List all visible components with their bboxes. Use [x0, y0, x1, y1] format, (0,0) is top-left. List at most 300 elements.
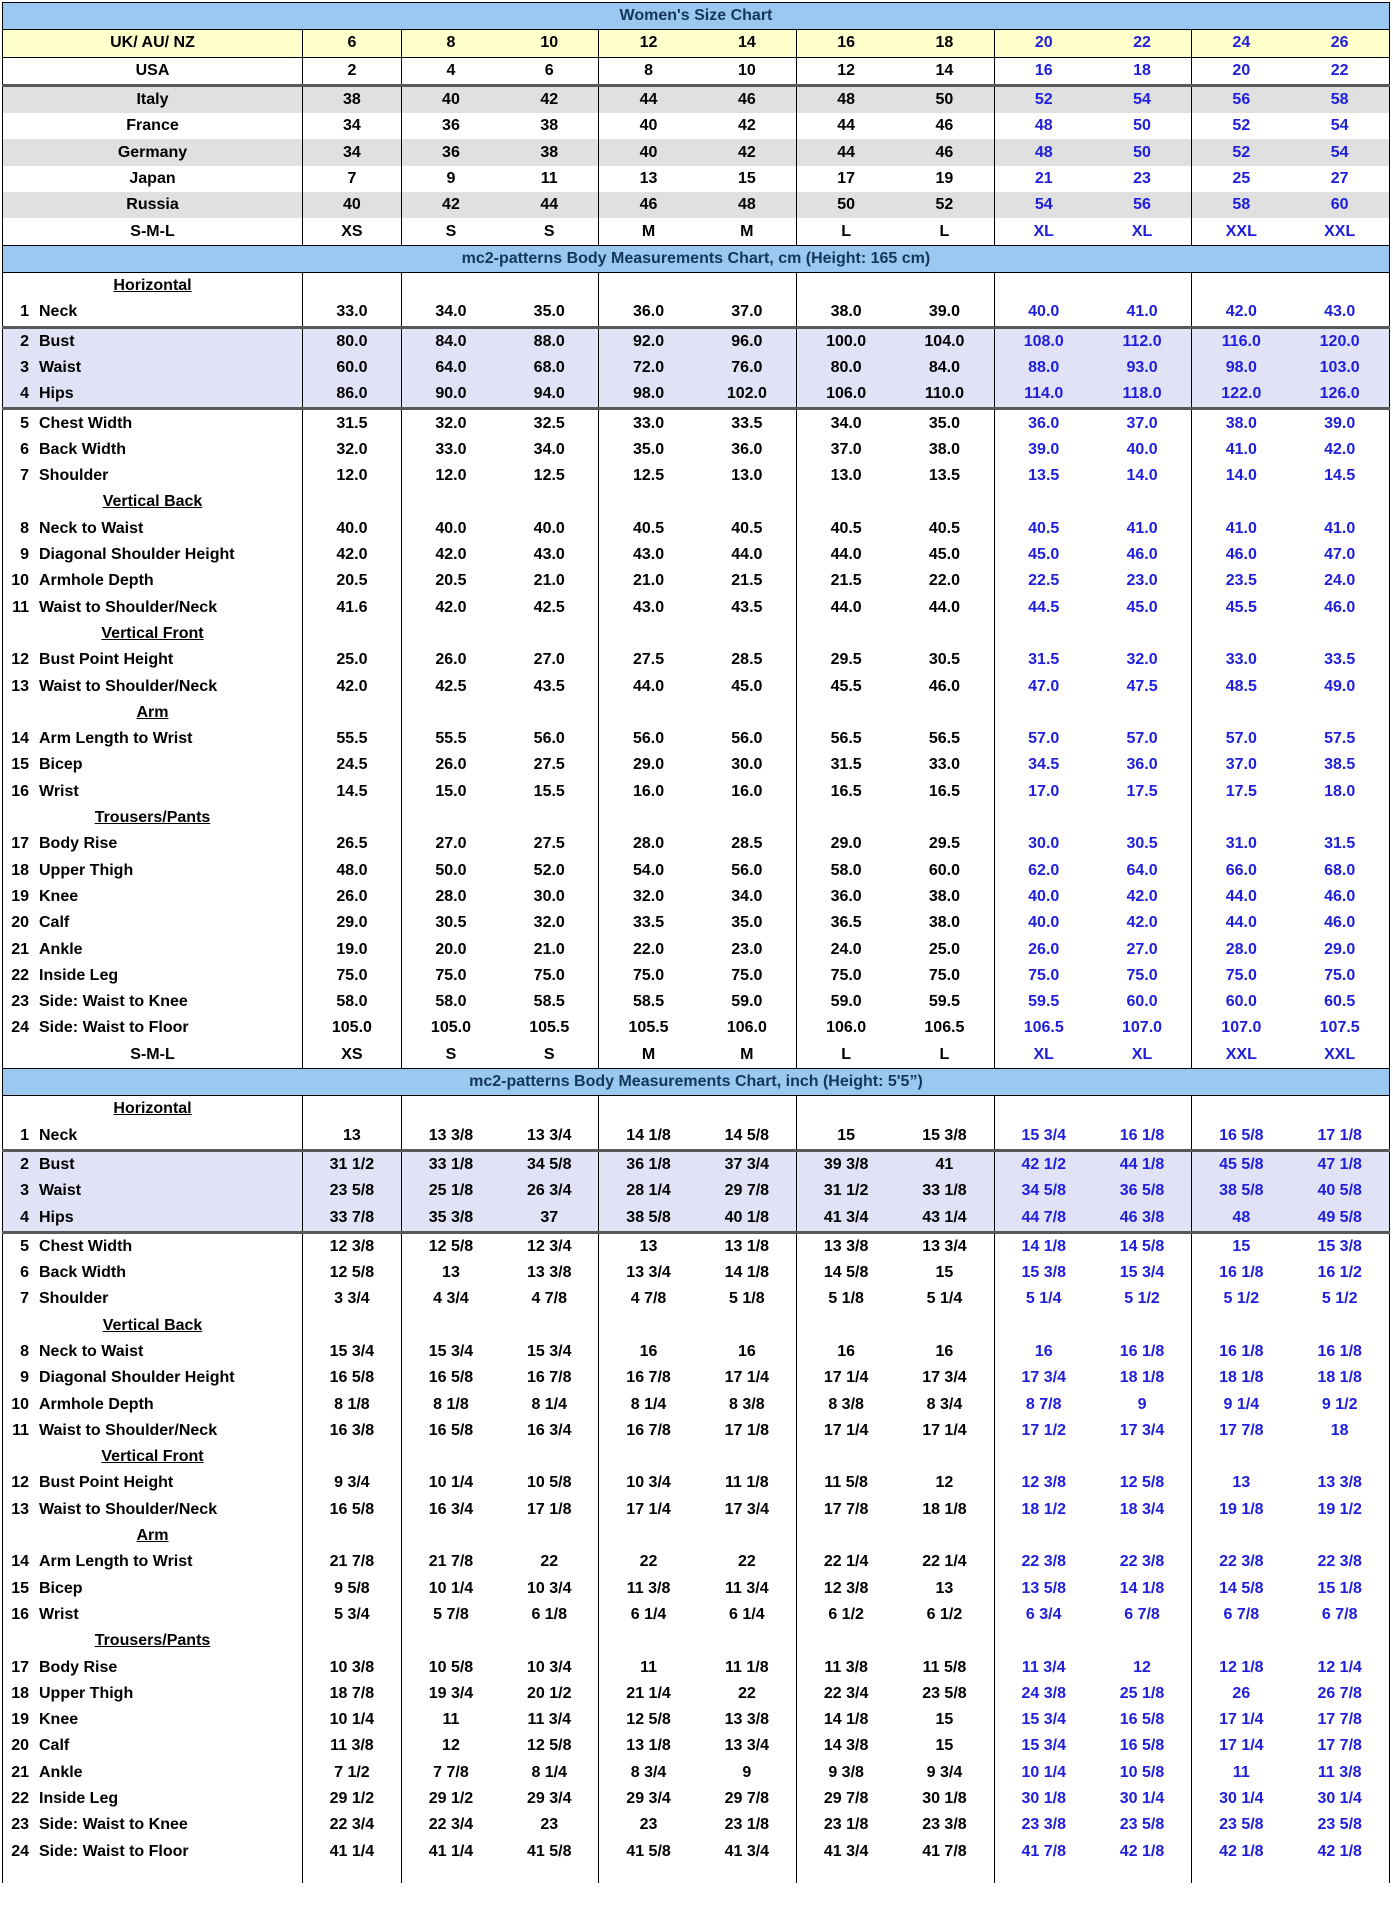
value-cell: 21 1/4	[626, 1684, 671, 1702]
value-cell: 28.5	[698, 647, 797, 673]
value-cell: 23.5	[1225, 572, 1257, 590]
band-title-row	[3, 245, 1390, 272]
value-cell: 56.0	[632, 730, 665, 748]
value-cell: 112.0	[1093, 327, 1192, 355]
value-cell: 50	[1093, 113, 1192, 139]
value-cell: 16 5/8	[428, 1421, 474, 1439]
value-cell: 23.0	[1093, 568, 1192, 594]
value-cell: 9 1/4	[1223, 1395, 1260, 1413]
value-cell: 11 3/8	[1290, 1760, 1389, 1786]
value-cell: 12 5/8	[1093, 1470, 1192, 1496]
value-cell: 4	[401, 57, 500, 85]
value-cell	[895, 1096, 994, 1123]
value-cell: M	[641, 1045, 656, 1063]
value-cell: S	[500, 1042, 599, 1069]
value-cell	[599, 805, 698, 831]
value-cell: 5 1/2	[1093, 1286, 1192, 1312]
section-label	[3, 1313, 303, 1339]
value-cell: 56.5	[895, 726, 994, 752]
value-cell: 19	[895, 166, 994, 192]
value-cell: 41 7/8	[895, 1838, 994, 1864]
row-label	[3, 1204, 303, 1232]
value-cell: 88.0	[994, 355, 1093, 381]
value-cell: 6 1/4	[698, 1602, 797, 1628]
row-label	[3, 1178, 303, 1204]
value-cell	[895, 805, 994, 831]
value-cell: 11	[640, 1658, 657, 1676]
value-cell	[1192, 805, 1291, 831]
value-cell	[401, 489, 500, 515]
table-row	[3, 963, 1390, 989]
row-number: 15	[11, 756, 29, 774]
value-cell: 9 1/2	[1290, 1391, 1389, 1417]
value-cell: 34.0	[698, 884, 797, 910]
row-label-text: Waist	[39, 1182, 82, 1200]
value-cell: 46	[895, 113, 994, 139]
value-cell: 75.0	[1028, 966, 1060, 984]
row-number: 20	[11, 914, 29, 932]
value-cell	[1192, 700, 1291, 726]
value-cell: 11 1/8	[698, 1654, 797, 1680]
value-cell: 41.0	[1093, 299, 1192, 327]
value-cell: 10 3/4	[500, 1576, 599, 1602]
value-cell: 108.0	[994, 327, 1093, 355]
value-cell: 25 1/8	[401, 1178, 500, 1204]
value-cell: 5 1/2	[1223, 1290, 1260, 1308]
value-cell: 42 1/8	[1093, 1838, 1192, 1864]
section-label-text: Vertical Front	[101, 1448, 204, 1466]
row-number: 5	[20, 414, 29, 432]
value-cell: 14 5/8	[698, 1122, 797, 1150]
value-cell: 14.5	[1290, 463, 1389, 489]
value-cell: 12.0	[435, 467, 467, 485]
value-cell: 9 3/4	[303, 1470, 402, 1496]
row-number: 14	[11, 1553, 29, 1571]
row-label-text: Bust	[39, 332, 75, 350]
value-cell: 44 7/8	[994, 1204, 1093, 1232]
value-cell	[401, 700, 500, 726]
value-cell: 16	[994, 57, 1093, 85]
value-cell: 98.0	[599, 381, 698, 409]
row-label-text: Waist to Shoulder/Neck	[39, 677, 218, 695]
value-cell: 26.0	[435, 651, 467, 669]
table-row	[3, 1391, 1390, 1417]
value-cell: XXL	[1225, 1045, 1257, 1063]
value-cell: 23 5/8	[1290, 1812, 1389, 1838]
value-cell: 114.0	[994, 381, 1093, 409]
value-cell: 47.5	[1093, 673, 1192, 699]
row-label	[3, 1391, 303, 1417]
value-cell: 15 3/4	[1021, 1711, 1066, 1729]
value-cell: 46.0	[1290, 595, 1389, 621]
value-cell: 75.0	[895, 963, 994, 989]
value-cell	[303, 1313, 402, 1339]
value-cell: 16 1/8	[1093, 1339, 1192, 1365]
value-cell: 47.0	[1290, 542, 1389, 568]
value-cell: 59.5	[895, 989, 994, 1015]
row-number: 22	[11, 1790, 29, 1808]
value-cell: 84.0	[401, 327, 500, 355]
value-cell: L	[895, 1042, 994, 1069]
value-cell	[698, 272, 797, 299]
table-row	[3, 1576, 1390, 1602]
row-label-text: Back Width	[39, 1264, 126, 1282]
value-cell: 17 1/4	[626, 1500, 671, 1518]
section-title: mc2-patterns Body Measurements Chart, cm (Height: 165 cm)	[3, 245, 1390, 272]
row-label-text: Waist	[39, 359, 82, 376]
section-label	[3, 621, 303, 647]
row-label-text: Neck	[39, 303, 78, 321]
value-cell	[698, 621, 797, 647]
row-number: 9	[20, 1369, 29, 1387]
value-cell: 44.0	[895, 595, 994, 621]
section-label	[3, 1628, 303, 1654]
row-number: 12	[11, 651, 29, 669]
section-label-text: Horizontal	[113, 277, 192, 295]
row-number: 2	[20, 1155, 29, 1173]
value-cell: 42.5	[435, 677, 467, 695]
value-cell: 14	[895, 57, 994, 85]
value-cell: 11 5/8	[895, 1654, 994, 1680]
value-cell: 42.0	[435, 598, 467, 616]
value-cell: 16 3/4	[500, 1418, 599, 1444]
value-cell: 23.0	[698, 936, 797, 962]
value-cell: 33.5	[632, 914, 665, 932]
value-cell: 26	[1232, 1684, 1251, 1702]
value-cell: 57.0	[1028, 730, 1060, 748]
section-label-text: Arm	[136, 703, 169, 721]
value-cell	[599, 1444, 698, 1470]
value-cell: 106.0	[796, 381, 895, 409]
section-title: mc2-patterns Body Measurements Chart, inch (Height: 5'5”)	[3, 1068, 1390, 1095]
value-cell: 32.5	[500, 409, 599, 437]
row-label	[3, 1470, 303, 1496]
value-cell: 40.5	[830, 519, 862, 537]
value-cell: 27.0	[435, 835, 467, 853]
row-label	[3, 1654, 303, 1680]
value-cell: 34.0	[500, 437, 599, 463]
value-cell: 54	[1290, 113, 1389, 139]
value-cell: 40	[401, 85, 500, 113]
value-cell: 25	[1232, 169, 1251, 187]
value-cell	[796, 805, 895, 831]
value-cell: 58.0	[303, 989, 402, 1015]
value-cell: 5 3/4	[303, 1602, 402, 1628]
value-cell: 41 1/4	[303, 1838, 402, 1864]
value-cell: XL	[1033, 222, 1054, 240]
value-cell: 96.0	[698, 327, 797, 355]
value-cell: 18	[1093, 57, 1192, 85]
value-cell: 22 3/8	[1219, 1553, 1264, 1571]
value-cell: M	[698, 1042, 797, 1069]
value-cell: 36 1/8	[599, 1150, 698, 1178]
row-label-text: Inside Leg	[39, 966, 119, 984]
value-cell: 38 5/8	[1192, 1178, 1291, 1204]
value-cell: 11 5/8	[824, 1474, 868, 1492]
value-cell: 6 1/2	[828, 1605, 864, 1623]
value-cell	[500, 1444, 599, 1470]
value-cell: 37	[500, 1204, 599, 1232]
value-cell: 29 7/8	[698, 1786, 797, 1812]
value-cell: 46	[599, 192, 698, 218]
value-cell	[303, 1444, 402, 1470]
value-cell: 48	[1192, 1204, 1291, 1232]
value-cell	[303, 621, 402, 647]
table-row	[3, 831, 1390, 857]
row-number: 23	[11, 1816, 29, 1834]
value-cell	[1290, 272, 1389, 299]
value-cell: 28.0	[1225, 940, 1257, 958]
value-cell: 41 3/4	[796, 1204, 895, 1232]
row-label: S-M-L	[3, 218, 303, 245]
value-cell: 18 1/2	[1021, 1500, 1066, 1518]
value-cell: 75.0	[1290, 963, 1389, 989]
value-cell: 37.0	[1225, 756, 1257, 774]
value-cell: 10 1/4	[303, 1707, 402, 1733]
value-cell	[303, 1628, 402, 1654]
row-number: 1	[20, 1126, 29, 1144]
value-cell	[500, 1096, 599, 1123]
row-number: 22	[11, 966, 29, 984]
row-number: 8	[20, 519, 29, 537]
value-cell: 48	[994, 139, 1093, 165]
value-cell: 16 7/8	[626, 1369, 671, 1387]
value-cell: 22 3/8	[1093, 1549, 1192, 1575]
value-cell: 75.0	[632, 966, 665, 984]
value-cell: 60.0	[1225, 993, 1257, 1011]
value-cell	[1290, 1313, 1389, 1339]
value-cell	[796, 1628, 895, 1654]
value-cell: 60.0	[1093, 989, 1192, 1015]
value-cell: 17 1/8	[698, 1418, 797, 1444]
value-cell: 20	[994, 30, 1093, 57]
value-cell: 23 1/8	[823, 1816, 869, 1834]
value-cell: 58	[1290, 85, 1389, 113]
value-cell: 13 3/8	[500, 1260, 599, 1286]
value-cell	[698, 1628, 797, 1654]
value-cell: 22 3/4	[303, 1812, 402, 1838]
value-cell: XXL	[1225, 222, 1257, 240]
value-cell: 6 3/4	[1025, 1605, 1062, 1623]
row-label-text: Side: Waist to Knee	[39, 993, 188, 1011]
value-cell	[401, 1444, 500, 1470]
value-cell: 17 1/4	[823, 1421, 869, 1439]
value-cell: 58.0	[830, 861, 862, 879]
value-cell	[796, 489, 895, 515]
value-cell: 84.0	[895, 355, 994, 381]
value-cell: 42.0	[303, 542, 402, 568]
value-cell: 19 1/8	[1219, 1500, 1264, 1518]
row-label	[3, 516, 303, 542]
value-cell	[796, 1865, 895, 1883]
value-cell: 6 1/4	[630, 1605, 667, 1623]
row-label	[3, 1339, 303, 1365]
value-cell: 23	[500, 1812, 599, 1838]
value-cell	[1093, 1313, 1192, 1339]
value-cell	[698, 1865, 797, 1883]
value-cell: 16	[796, 30, 895, 57]
value-cell: 28.0	[632, 835, 665, 853]
table-row	[3, 1838, 1390, 1864]
value-cell: 30.5	[435, 914, 467, 932]
section-header-row	[3, 1096, 1390, 1123]
value-cell	[401, 805, 500, 831]
value-cell: 44	[837, 117, 856, 135]
value-cell: 35.0	[895, 409, 994, 437]
value-cell: 55.5	[303, 726, 402, 752]
value-cell: 88.0	[500, 327, 599, 355]
value-cell: 42	[698, 139, 797, 165]
value-cell	[500, 1865, 599, 1883]
value-cell: 46.0	[1093, 542, 1192, 568]
value-cell: 11 1/8	[698, 1470, 797, 1496]
value-cell: 38	[303, 85, 402, 113]
value-cell: 52	[994, 85, 1093, 113]
value-cell	[895, 1628, 994, 1654]
value-cell: 14.0	[1225, 467, 1257, 485]
value-cell	[1192, 1628, 1291, 1654]
value-cell: 15.5	[500, 779, 599, 805]
value-cell	[303, 1096, 402, 1123]
value-cell	[599, 1313, 698, 1339]
value-cell: 41 3/4	[823, 1842, 869, 1860]
row-label-text: Inside Leg	[39, 1790, 119, 1808]
row-number: 21	[11, 1763, 29, 1781]
value-cell: 32.0	[1093, 647, 1192, 673]
value-cell: 13 3/4	[698, 1733, 797, 1759]
row-label	[3, 1812, 303, 1838]
value-cell	[994, 700, 1093, 726]
value-cell: 12 3/8	[1021, 1474, 1066, 1492]
value-cell: 17 1/4	[1219, 1711, 1264, 1729]
value-cell: 20	[1192, 57, 1291, 85]
value-cell: 10 3/4	[500, 1654, 599, 1680]
value-cell: 40 1/8	[698, 1204, 797, 1232]
value-cell: 15	[796, 1122, 895, 1150]
value-cell: L	[841, 1045, 852, 1063]
value-cell	[1290, 489, 1389, 515]
section-header-row	[3, 1628, 1390, 1654]
row-number: 24	[11, 1019, 29, 1037]
value-cell: 11	[1232, 1763, 1250, 1781]
value-cell: 46	[698, 85, 797, 113]
value-cell: 15 3/4	[303, 1339, 402, 1365]
value-cell: 23 5/8	[895, 1681, 994, 1707]
value-cell: 105.0	[430, 1019, 471, 1037]
row-label: France	[3, 113, 303, 139]
value-cell: 13	[1232, 1474, 1251, 1492]
value-cell: 16 1/8	[1219, 1264, 1264, 1282]
value-cell	[698, 700, 797, 726]
value-cell: 38	[500, 113, 599, 139]
grid-body	[3, 3, 1390, 1883]
value-cell: 16	[837, 1342, 856, 1360]
value-cell: 8 3/8	[828, 1395, 864, 1413]
value-cell: 42.0	[435, 546, 467, 564]
value-cell: 5 1/8	[828, 1290, 864, 1308]
table-row	[3, 595, 1390, 621]
value-cell: 43.0	[632, 598, 665, 616]
value-cell: 24.5	[303, 752, 402, 778]
section-title: Women's Size Chart	[3, 3, 1390, 30]
table-row	[3, 1042, 1390, 1069]
value-cell	[994, 1313, 1093, 1339]
value-cell	[1290, 1444, 1389, 1470]
value-cell: 22 3/4	[823, 1684, 869, 1702]
value-cell: 39 3/8	[796, 1150, 895, 1178]
value-cell: 33.0	[435, 440, 467, 458]
value-cell	[1093, 1523, 1192, 1549]
value-cell: 11 3/4	[1021, 1658, 1066, 1676]
value-cell	[401, 1865, 500, 1883]
row-number: 14	[11, 730, 29, 748]
value-cell: 98.0	[1192, 355, 1291, 381]
value-cell: 103.0	[1290, 355, 1389, 381]
value-cell: 17 1/4	[823, 1369, 869, 1387]
value-cell: XL	[1093, 218, 1192, 245]
value-cell: 47 1/8	[1290, 1150, 1389, 1178]
row-number: 15	[11, 1579, 29, 1597]
value-cell: 80.0	[796, 355, 895, 381]
value-cell	[303, 1865, 402, 1883]
value-cell: 46.0	[1290, 884, 1389, 910]
value-cell: 16 1/8	[1290, 1339, 1389, 1365]
table-row	[3, 989, 1390, 1015]
value-cell: 36.0	[1028, 414, 1060, 432]
row-label-text: Waist to Shoulder/Neck	[39, 1421, 218, 1439]
value-cell: 11	[500, 166, 599, 192]
value-cell: 40.0	[303, 516, 402, 542]
row-label	[3, 963, 303, 989]
row-label-text: Armhole Depth	[39, 1395, 154, 1413]
row-label: USA	[3, 57, 303, 85]
value-cell	[698, 489, 797, 515]
value-cell: 26.0	[303, 884, 402, 910]
value-cell: 21.0	[500, 936, 599, 962]
value-cell: 14 1/8	[1021, 1237, 1066, 1255]
value-cell: 12 1/4	[1290, 1654, 1389, 1680]
row-label	[3, 858, 303, 884]
value-cell	[1093, 621, 1192, 647]
value-cell: 21.5	[830, 572, 862, 590]
value-cell: 37.0	[1093, 409, 1192, 437]
value-cell	[401, 1096, 500, 1123]
value-cell: 29 7/8	[698, 1178, 797, 1204]
table-row	[3, 1707, 1390, 1733]
value-cell: 22.5	[1028, 572, 1060, 590]
value-cell: 46.0	[895, 673, 994, 699]
row-label: S-M-L	[3, 1042, 303, 1069]
value-cell: 100.0	[796, 327, 895, 355]
value-cell: 52	[1232, 117, 1251, 135]
value-cell: 75.0	[500, 963, 599, 989]
value-cell: 41.0	[1290, 516, 1389, 542]
row-label-text: Side: Waist to Floor	[39, 1019, 189, 1037]
value-cell: 13	[303, 1122, 402, 1150]
value-cell	[599, 700, 698, 726]
value-cell: 75.0	[698, 963, 797, 989]
value-cell: 54	[1093, 85, 1192, 113]
value-cell: 35.0	[632, 440, 665, 458]
value-cell: M	[641, 222, 656, 240]
value-cell: 105.0	[303, 1015, 402, 1041]
table-row	[3, 1015, 1390, 1041]
value-cell: 105.5	[500, 1015, 599, 1041]
row-label-text: Neck to Waist	[39, 1342, 144, 1360]
value-cell: 12	[599, 30, 698, 57]
value-cell: 40.5	[895, 516, 994, 542]
value-cell: 43.0	[632, 546, 665, 564]
